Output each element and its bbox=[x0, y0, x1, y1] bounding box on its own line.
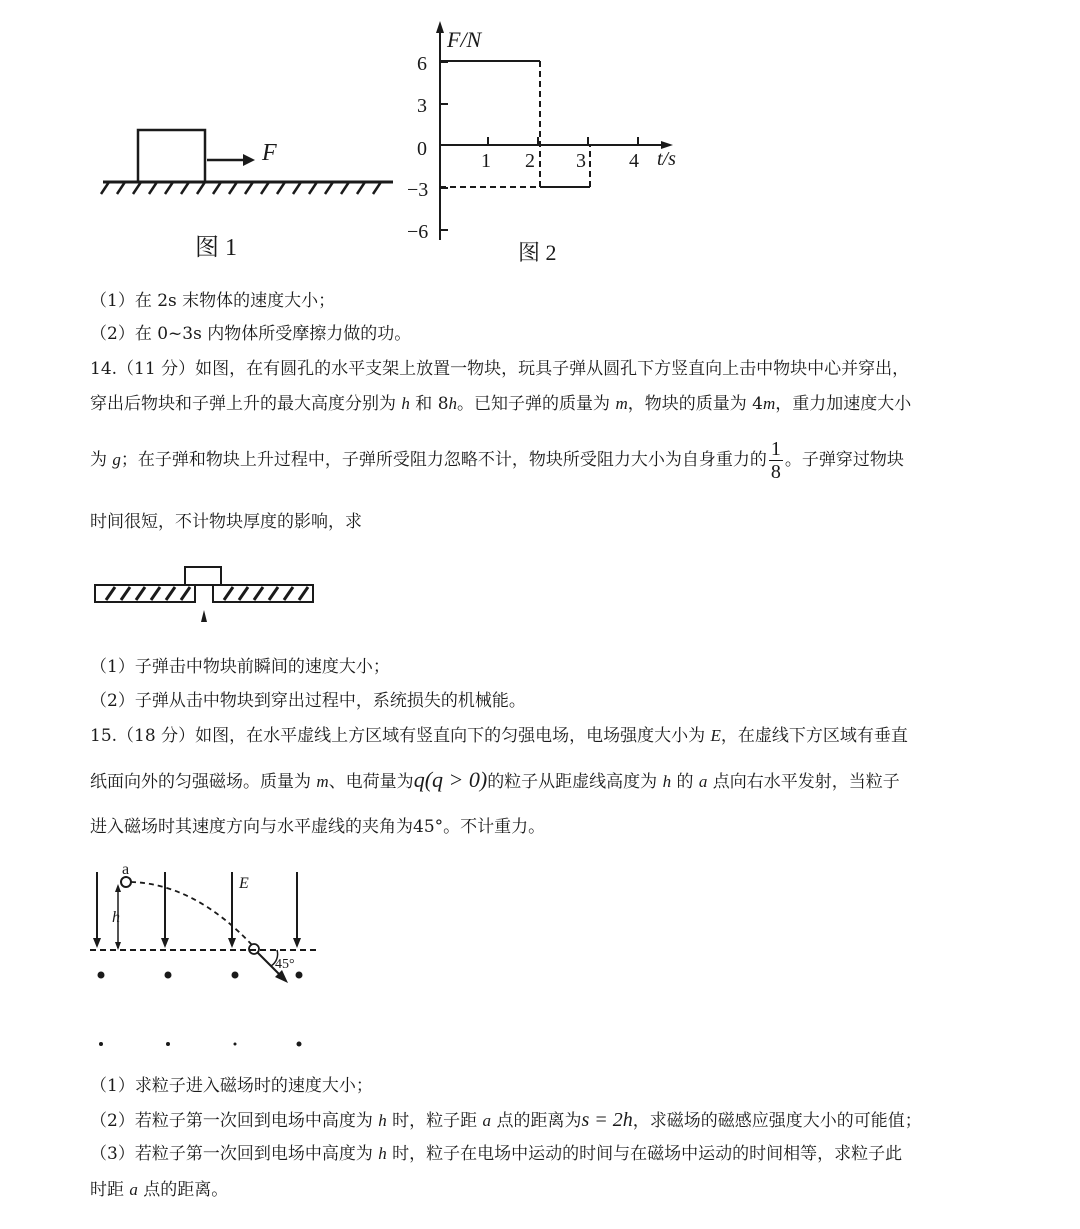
angle-label: 45° bbox=[275, 957, 295, 972]
q14-sub1: （1）子弹击中物块前瞬间的速度大小； bbox=[90, 657, 390, 677]
q14-sub2: （2）子弹从击中物块到穿出过程中，系统损失的机械能。 bbox=[90, 691, 526, 711]
q15-sub2: （2）若粒子第一次回到电场中高度为 h 时，粒子距 a 点的距离为s = 2h，求磁场的磁感应强度大小的可能值； bbox=[90, 1109, 922, 1131]
y-axis-label: F/N bbox=[447, 27, 482, 52]
q15-line1: 15.（18 分）如图，在水平虚线上方区域有竖直向下的匀强电场，电场强度大小为 E，在虚线下方区域有垂直 bbox=[90, 726, 908, 746]
q14-line2: 穿出后物块和子弹上升的最大高度分别为 h 和 8h。已知子弹的质量为 m，物块的质量为 4m，重力加速度大小 bbox=[90, 394, 912, 414]
magnetic-field-dots bbox=[98, 972, 303, 1047]
x-axis-label: t/s bbox=[657, 148, 676, 170]
q13-sub1: （1）在 2s 末物体的速度大小； bbox=[90, 291, 336, 311]
y-tick-3: 3 bbox=[417, 95, 427, 117]
q15-sub3-cont: 时距 a 点的距离。 bbox=[90, 1180, 229, 1200]
q15-figure bbox=[85, 862, 330, 1057]
q15-sub3: （3）若粒子第一次回到电场中高度为 h 时，粒子在电场中运动的时间与在磁场中运动的时间相等，求粒子此 bbox=[90, 1144, 903, 1164]
x-tick-3: 3 bbox=[576, 150, 586, 172]
figure-2-caption: 图 2 bbox=[518, 240, 557, 265]
x-tick-1: 1 bbox=[481, 150, 491, 172]
x-ticks bbox=[488, 137, 638, 145]
field-label: E bbox=[239, 875, 249, 892]
q14-line3: 为 g；在子弹和物块上升过程中，子弹所受阻力忽略不计，物块所受阻力大小为自身重力的 $\frac{1}{8}$ 。子弹穿过物块 bbox=[90, 438, 904, 483]
point-a-label: a bbox=[122, 862, 130, 878]
x-tick-2: 2 bbox=[525, 150, 535, 172]
force-label: F bbox=[262, 140, 277, 166]
bullet bbox=[201, 610, 207, 622]
height-label: h bbox=[112, 909, 120, 926]
figure-2 bbox=[405, 15, 690, 270]
trajectory bbox=[131, 882, 253, 946]
y-tick-neg6: −6 bbox=[407, 221, 429, 243]
x-tick-4: 4 bbox=[629, 150, 639, 172]
y-tick-neg3: −3 bbox=[407, 179, 429, 201]
fraction-one-eighth: $\frac{1}{8}$ bbox=[770, 438, 781, 483]
q13-sub2: （2）在 0~3s 内物体所受摩擦力做的功。 bbox=[90, 324, 412, 344]
q14-line4: 时间很短，不计物块厚度的影响，求 bbox=[90, 512, 362, 532]
q14-figure bbox=[88, 562, 323, 632]
q15-line3: 进入磁场时其速度方向与水平虚线的夹角为45°。不计重力。 bbox=[90, 817, 546, 837]
figure-1-caption: 图 1 bbox=[195, 235, 237, 261]
block bbox=[185, 567, 221, 585]
graph-lines bbox=[440, 61, 590, 187]
origin-label: 0 bbox=[417, 138, 427, 160]
q15-line2: 纸面向外的匀强磁场。质量为 m、电荷量为q(q > 0)的粒子从距虚线高度为 h 的 a 点向右水平发射，当粒子 bbox=[90, 767, 900, 792]
block bbox=[138, 130, 205, 182]
point-a bbox=[121, 877, 131, 887]
ground-hatch bbox=[101, 182, 381, 194]
q15-sub1: （1）求粒子进入磁场时的速度大小； bbox=[90, 1076, 373, 1096]
y-tick-6: 6 bbox=[417, 53, 427, 75]
figure-1 bbox=[95, 120, 405, 270]
q14-line1: 14.（11 分）如图，在有圆孔的水平支架上放置一物块，玩具子弹从圆孔下方竖直向上击中物块中心并穿出， bbox=[90, 359, 910, 379]
